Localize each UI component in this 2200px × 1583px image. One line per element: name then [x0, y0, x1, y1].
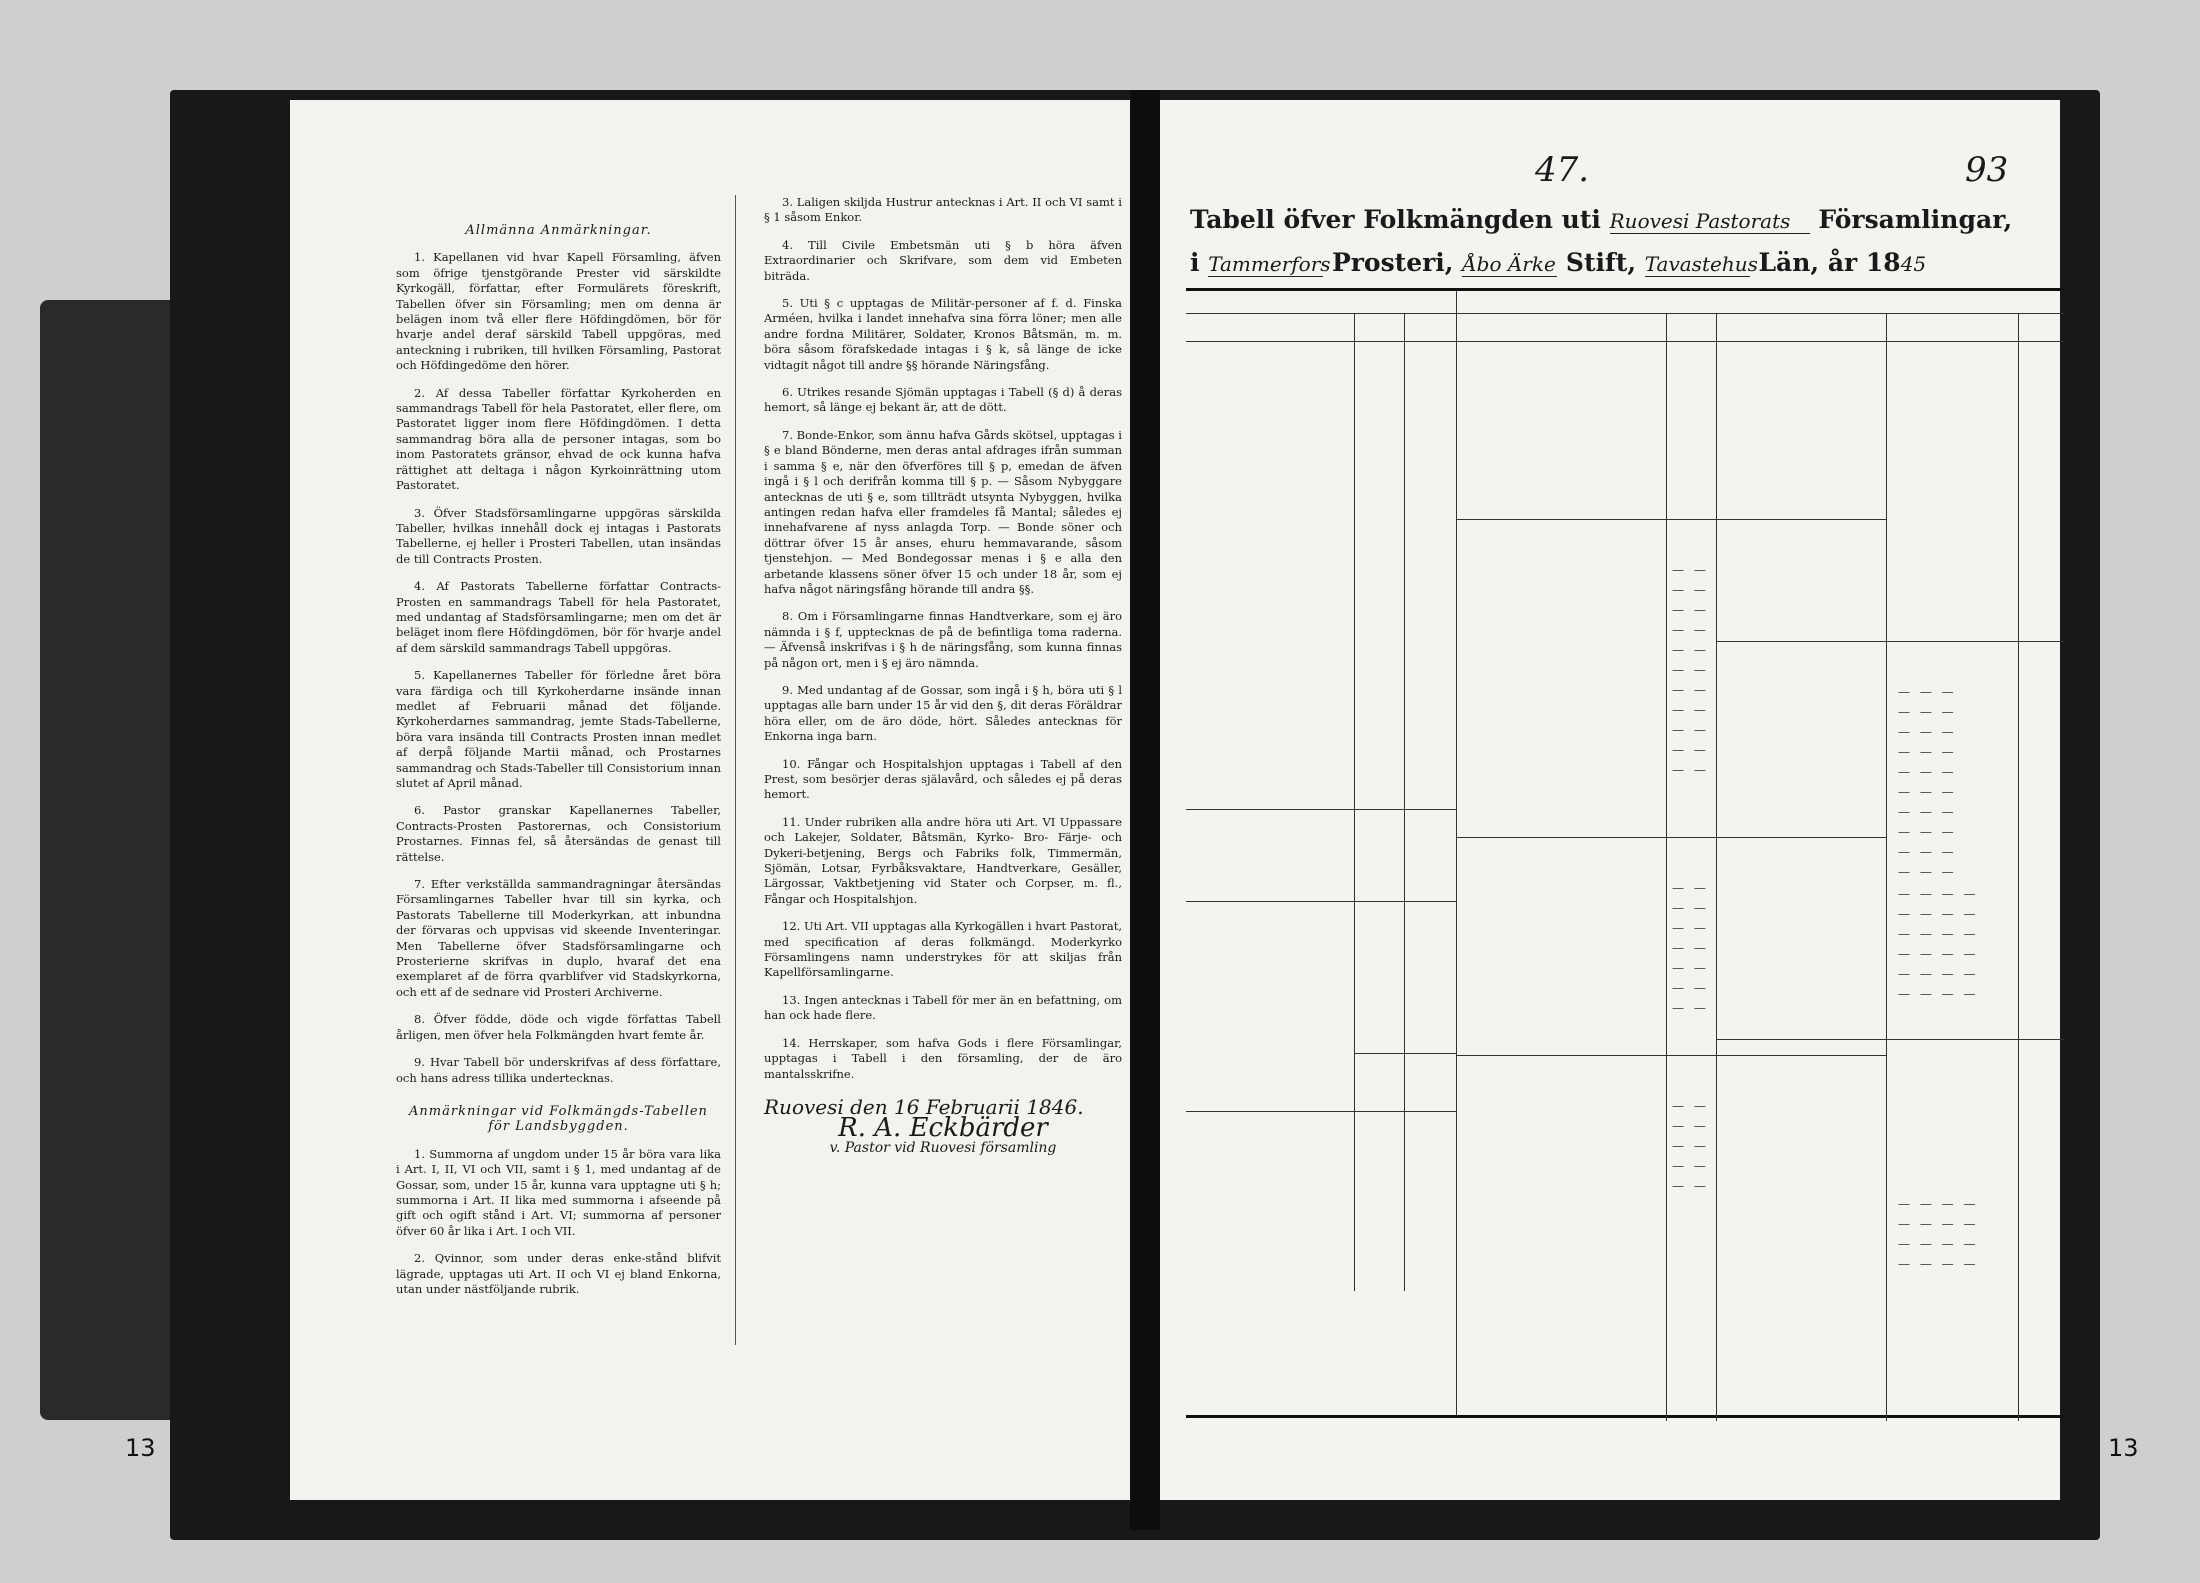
- note-paragraph: 2. Af dessa Tabeller författar Kyrkoherden en sammandrags Tabell för hela Pastoratet, eller flere, om Pastoratet ligger inom flere Höfdingdömen. I detta sammandrag böra alla de personer intagas, som bo inom Pastoratets gränsor, ehvad de ock kunna hafva rättighet att deltaga i någon Kyrkoinrättning utom Pastoratet.: [396, 385, 721, 493]
- empty-dash: — — — —: [1898, 1197, 1979, 1211]
- note-paragraph: 9. Hvar Tabell bör underskrifvas af dess författare, och hans adress tillika undertecknas.: [396, 1055, 721, 1085]
- rule-horizontal: [1186, 901, 1456, 902]
- rule-vertical: [1404, 901, 1405, 1111]
- ruler-left-label: 13: [125, 1434, 156, 1462]
- note-paragraph: 3. Öfver Stadsförsamlingarne uppgöras särskilda Tabeller, hvilkas innehåll dock ej intagas i Pastorats Tabellerne, ej heller i Prosteri Tabellen, utan insändas de till Contracts Prosten.: [396, 505, 721, 566]
- empty-dash: — —: [1672, 881, 1709, 895]
- empty-dash: — — — —: [1898, 1257, 1979, 1271]
- rural-notes-list: [396, 1147, 721, 1298]
- empty-dash: — — —: [1898, 805, 1957, 819]
- folio-number-handwritten: 93: [1965, 150, 2009, 190]
- notes-continued-list: [764, 195, 1122, 1082]
- rule-vertical: [1354, 901, 1355, 1111]
- empty-dash: — — —: [1898, 745, 1957, 759]
- empty-dash: — — — —: [1898, 1217, 1979, 1231]
- note-paragraph: 5. Uti § c upptagas de Militär-personer af f. d. Finska Arméen, hvilka i landet innehafva sina förra löner; men alle andre fordna Militärer, Soldater, Kronos Båtsmän, m. m. böra såsom förafskedade intagas i § k, så länge de icke vidtagit något till andre §§ hörande Näringsfång.: [764, 296, 1122, 372]
- rule-horizontal: [1186, 313, 2064, 314]
- table-title-line-1: [1190, 205, 2012, 234]
- empty-dash: — — —: [1898, 785, 1957, 799]
- note-paragraph: 4. Af Pastorats Tabellerne författar Contracts-Prosten en sammandrags Tabell för hela Pastoratet, med undantag af Stadsförsamlingarne; men om det är beläget inom flere Höfdingdömen, bör för hvarje andel af dem särskild sammandrags Tabell uppgöras.: [396, 579, 721, 655]
- title-text: Län, år 18: [1758, 248, 1901, 277]
- census-form-grid: [1186, 291, 2064, 1415]
- title-fill-diocese: Åbo Ärke: [1462, 252, 1556, 276]
- empty-dash: — —: [1672, 683, 1709, 697]
- left-column-notes-continued: [756, 195, 1122, 1345]
- note-paragraph: 1. Summorna af ungdom under 15 år böra vara lika i Art. I, II, VI och VII, samt i § 1, med undantag af de Gossar, som, under 15 år, kunna vara upptagne uti § h; summorna i Art. II lika med summorna i afseende på gift och ogift stånd i Art. VI; summorna af personer öfver 60 år lika i Art. I och VII.: [396, 1146, 721, 1238]
- empty-dash: — —: [1672, 1159, 1709, 1173]
- title-fill-county: Tavastehus: [1644, 252, 1758, 276]
- note-paragraph: 8. Öfver födde, döde och vigde författas Tabell årligen, men öfver hela Folkmängden hvart femte år.: [396, 1012, 721, 1042]
- note-paragraph: 8. Om i Församlingarne finnas Handtverkare, som ej äro nämnda i § f, upptecknas de på de befintliga toma raderna. — Äfvenså inskrifvas i § h de näringsfång, som kunna finnas på någon ort, men i § ej äro nämnda.: [764, 609, 1122, 670]
- empty-dash: — —: [1672, 603, 1709, 617]
- title-text: Prosteri,: [1331, 248, 1454, 277]
- empty-dash: — —: [1672, 1139, 1709, 1153]
- signature-title: v. Pastor vid Ruovesi församling: [829, 1139, 1057, 1156]
- rule-vertical: [1354, 1111, 1355, 1291]
- rural-notes-heading: Anmärkningar vid Folkmängds-Tabellen för Landsbyggden.: [409, 1103, 708, 1135]
- note-paragraph: 12. Uti Art. VII upptagas alla Kyrkogällen i hvart Pastorat, med specification af deras folkmängd. Moderkyrko Församlingens namn understrykes för att skiljas från Kapellförsamlingarne.: [764, 919, 1122, 980]
- rule-vertical: [1666, 313, 1667, 1421]
- census-form: [1186, 288, 2064, 1418]
- empty-dash: — —: [1672, 643, 1709, 657]
- empty-dash: — —: [1672, 583, 1709, 597]
- ruler-right-label: 13: [2108, 1434, 2139, 1462]
- rule-vertical: [1886, 313, 1887, 1421]
- empty-dash: — —: [1672, 1001, 1709, 1015]
- empty-dash: — — — —: [1898, 987, 1979, 1001]
- book-gutter: [1130, 90, 1160, 1530]
- empty-dash: — —: [1672, 901, 1709, 915]
- rule-horizontal: [1186, 1111, 1456, 1112]
- rule-horizontal: [1456, 837, 1886, 838]
- rule-horizontal: [1456, 1055, 1886, 1056]
- empty-dash: — — — —: [1898, 887, 1979, 901]
- title-fill-parish: Ruovesi Pastorats: [1610, 209, 1810, 234]
- rule-horizontal: [1456, 519, 1886, 520]
- empty-dash: — — —: [1898, 685, 1957, 699]
- title-text: Stift,: [1565, 248, 1637, 277]
- empty-dash: — — — —: [1898, 967, 1979, 981]
- general-notes-heading: Allmänna Anmärkningar.: [465, 223, 652, 238]
- empty-dash: — — — —: [1898, 907, 1979, 921]
- rule-vertical: [1404, 1111, 1405, 1291]
- note-paragraph: 7. Efter verkställda sammandragningar återsändas Församlingarnes Tabeller hvar till sin kyrka, och Pastorats Tabellerne till Moderkyrkan, att inbundna der förvaras och uppvisas vid skeende Inventeringar. Men Tabellerne öfver Stadsförsamlingarne och Prosterierne skrifvas in duplo, hvaraf det ena exemplaret af de förra qvarblifver vid Stadskyrkorna, och ett af de sednare vid Prosteri Archiverne.: [396, 877, 721, 999]
- empty-dash: — —: [1672, 1119, 1709, 1133]
- empty-dash: — —: [1672, 981, 1709, 995]
- note-paragraph: 1. Kapellanen vid hvar Kapell Församling, äfven som öfrige tjenstgörande Prester vid särskildte Kyrkogäll, författar, efter Formulärets föreskrift, Tabellen öfver sin Församling; men om denna är belägen inom två eller flere Höfdingdömen, bör för hvarje andel deraf särskild Tabell uppgöras, med anteckning i rubriken, till hvilken Församling, Pastorat och Höfdingedöme den hörer.: [396, 250, 721, 373]
- empty-dash: — —: [1672, 1099, 1709, 1113]
- rule-horizontal: [1716, 641, 2064, 642]
- left-column-general-notes: [396, 195, 736, 1345]
- empty-dash: — — — —: [1898, 947, 1979, 961]
- empty-dash: — —: [1672, 763, 1709, 777]
- empty-dash: — —: [1672, 703, 1709, 717]
- empty-dash: — — —: [1898, 825, 1957, 839]
- note-paragraph: 10. Fångar och Hospitalshjon upptagas i Tabell af den Prest, som besörjer deras själavård, och således ej på deras hemort.: [764, 756, 1122, 802]
- note-paragraph: 5. Kapellanernes Tabeller för förledne året böra vara färdiga och till Kyrkoherdarne insände innan medlet af Februarii månad det följande. Kyrkoherdarnes sammandrag, jemte Stads-Tabellerne, böra vara insända till Contracts Prosten innan medlet af derpå följande Martii månad, och Prostarnes sammandrag och Stads-Tabeller till Consistorium innan slutet af April månad.: [396, 668, 721, 790]
- rule-vertical: [1456, 291, 1457, 1415]
- empty-dash: — —: [1672, 1179, 1709, 1193]
- empty-dash: — — — —: [1898, 927, 1979, 941]
- rule-horizontal: [1716, 1039, 2064, 1040]
- title-text: i: [1190, 248, 1200, 277]
- signature-name: R. A. Eckbärder: [838, 1113, 1048, 1144]
- note-paragraph: 3. Laligen skiljda Hustrur antecknas i Art. II och VI samt i § 1 såsom Enkor.: [764, 195, 1122, 225]
- empty-dash: — —: [1672, 663, 1709, 677]
- rule-horizontal: [1354, 1053, 1456, 1054]
- empty-dash: — —: [1672, 623, 1709, 637]
- rule-horizontal: [1186, 341, 1456, 342]
- table-title-line-2: [1190, 248, 1926, 277]
- rule-horizontal: [1186, 809, 1456, 810]
- note-paragraph: 9. Med undantag af de Gossar, som ingå i § h, böra uti § l upptagas alle barn under 15 år vid den §, dit deras Föräldrar höra eller, om de äro döde, hört. Således antecknas för Enkorna inga barn.: [764, 682, 1122, 744]
- note-paragraph: 13. Ingen antecknas i Tabell för mer än en befattning, om han ock hade flere.: [764, 992, 1122, 1023]
- rule-horizontal: [1456, 341, 2064, 342]
- note-paragraph: 11. Under rubriken alla andre höra uti Art. VI Uppassare och Lakejer, Soldater, Båtsmän, Kyrko- Bro- Färje- och Dykeri-betjening, Bergs och Fabriks folk, Timmermän, Sjömän, Lotsar, Fyrbåksvaktare, Handtverkare, Gesäller, Lärgossar, Vaktbetjening vid Stater och Corpser, m. fl., Fångar och Hospitalshjon.: [764, 814, 1122, 906]
- rule-vertical: [2018, 313, 2019, 1421]
- empty-dash: — — —: [1898, 725, 1957, 739]
- general-notes-list: [396, 250, 721, 1086]
- note-paragraph: 2. Qvinnor, som under deras enke-stånd blifvit lägrade, upptagas uti Art. II och VI ej bland Enkorna, utan under nästföljande rubrik.: [396, 1251, 721, 1296]
- note-paragraph: 7. Bonde-Enkor, som ännu hafva Gårds skötsel, upptagas i § e bland Bönderne, men deras antal afdrages ifrån summan i samma § e, när den öfverföres till § p, emedan de äfven ingå i § l och derifrån komma till § p. — Såsom Nybyggare antecknas de uti § e, som tillträdt utsynta Nybyggen, hvilka antingen redan hafva eller framdeles få Mantal; således ej innehafvarene af nyss anlagda Torp. — Bonde söner och döttrar öfver 15 år anses, ehuru hemmavarande, såsom tjenstehjon. — Med Bondegossar menas i § e alla den arbetande klassens söner öfver 15 och under 18 år, som ej hafva något näringsfång hörande till andra §§.: [764, 427, 1122, 596]
- empty-dash: — —: [1672, 961, 1709, 975]
- rule-vertical: [1354, 313, 1355, 901]
- empty-dash: — — —: [1898, 865, 1957, 879]
- empty-dash: — —: [1672, 723, 1709, 737]
- note-paragraph: 6. Utrikes resande Sjömän upptagas i Tabell (§ d) å deras hemort, så länge ej bekant är, att de dött.: [764, 385, 1122, 415]
- empty-dash: — — —: [1898, 705, 1957, 719]
- title-text: Tabell öfver Folkmängden uti: [1190, 205, 1601, 234]
- empty-dash: — —: [1672, 743, 1709, 757]
- empty-dash: — — — —: [1898, 1237, 1979, 1251]
- empty-dash: — —: [1672, 563, 1709, 577]
- empty-dash: — — —: [1898, 845, 1957, 859]
- note-paragraph: 14. Herrskaper, som hafva Gods i flere Församlingar, upptagas i Tabell i den församling, der de äro mantalsskrifne.: [764, 1035, 1122, 1081]
- title-text: Församlingar,: [1818, 205, 2013, 234]
- rule-vertical: [1716, 313, 1717, 1421]
- title-fill-year: 45: [1900, 252, 1927, 276]
- empty-dash: — — —: [1898, 765, 1957, 779]
- note-paragraph: 4. Till Civile Embetsmän uti § b höra äfven Extraordinarier och Skrifvare, som dem vid Embeten biträda.: [764, 237, 1122, 283]
- signature-date: Ruovesi den 16 Februarii 1846.: [764, 1094, 1084, 1119]
- empty-dash: — —: [1672, 921, 1709, 935]
- note-paragraph: 6. Pastor granskar Kapellanernes Tabeller, Contracts-Prosten Pastorernas, och Consistorium Prostarnes. Finnas fel, så återsändas de genast till rättelse.: [396, 803, 721, 864]
- page-number-handwritten: 47.: [1535, 150, 1590, 190]
- empty-dash: — —: [1672, 941, 1709, 955]
- rule-vertical: [1404, 313, 1405, 901]
- title-fill-deanery: Tammerfors: [1208, 252, 1331, 276]
